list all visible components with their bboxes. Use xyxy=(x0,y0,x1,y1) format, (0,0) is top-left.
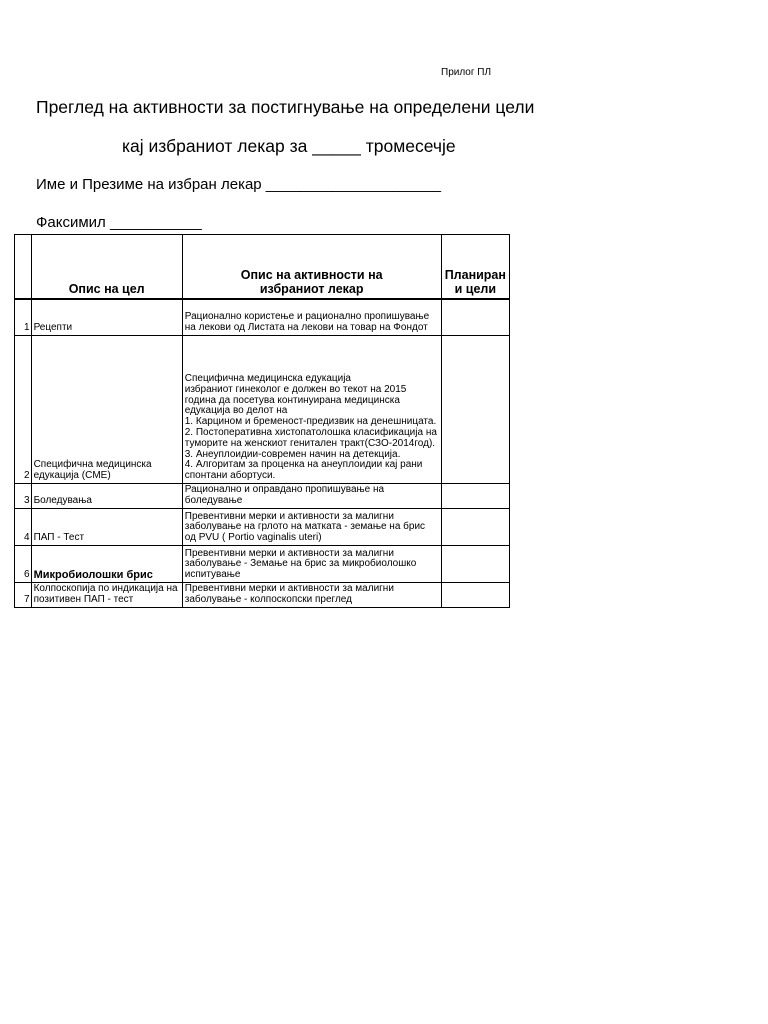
row-number: 2 xyxy=(15,336,32,484)
row-goal: Боледувања xyxy=(31,484,182,509)
row-planned-cell[interactable] xyxy=(441,484,509,509)
row-goal: Специфична медицинска едукација (CME) xyxy=(31,336,182,484)
table-row xyxy=(15,509,510,546)
row-activity: Рационално користење и рационално пропишување на лекови од Листата на лекови на товар на Фондот xyxy=(182,299,441,336)
table-row xyxy=(15,546,510,583)
row-planned-cell[interactable] xyxy=(441,299,509,336)
row-activity: Превентивни мерки и активности за малигни заболување - Земање на брис за микробиолошко испитување xyxy=(182,546,441,583)
annex-label: Прилог ПЛ xyxy=(441,67,492,78)
page-subtitle: кај избраниот лекар за _____ тромесечје xyxy=(122,136,456,156)
row-goal: Рецепти xyxy=(31,299,182,336)
table-row xyxy=(15,336,510,484)
row-number: 7 xyxy=(15,583,32,608)
row-planned-cell[interactable] xyxy=(441,583,509,608)
column-header-number xyxy=(15,235,32,299)
column-header-goal: Опис на цел xyxy=(31,235,182,299)
row-planned-cell[interactable] xyxy=(441,509,509,546)
page-title: Преглед на активности за постигнување на определени цели xyxy=(36,97,535,117)
row-goal: ПАП - Тест xyxy=(31,509,182,546)
row-planned-cell[interactable] xyxy=(441,546,509,583)
row-number: 1 xyxy=(15,299,32,336)
row-activity: Специфична медицинска едукација избраниот гинеколог е должен во текот на 2015 година да посетува континуирана медицинска едукација во делот на 1. Карцином и бременост-предизвик на денешницата. 2. Постоперативна хистопатолошка класификација на туморите на женскиот генитален тракт(СЗО-2014год). 3. Анеуплоидии-современ начин на детекција. 4. Алгоритам за проценка на анеуплоидии кај рани спонтани абортуси. xyxy=(182,336,441,484)
table-row xyxy=(15,583,510,608)
row-number: 6 xyxy=(15,546,32,583)
row-number: 4 xyxy=(15,509,32,546)
goals-table xyxy=(14,234,510,608)
row-activity: Рационално и оправдано пропишување на боледување xyxy=(182,484,441,509)
row-activity: Превентивни мерки и активности за малигни заболување - колпоскопски преглед xyxy=(182,583,441,608)
column-header-planned: Планиран и цели xyxy=(441,235,509,299)
row-activity: Превентивни мерки и активности за малигни заболување на грлото на матката - земање на брис од PVU ( Portio vaginalis uteri) xyxy=(182,509,441,546)
table-row xyxy=(15,299,510,336)
row-goal: Микробиолошки брис xyxy=(31,546,182,583)
table-header-row xyxy=(15,235,510,299)
facsimile-field: Факсимил ___________ xyxy=(36,214,202,231)
doctor-name-field: Име и Презиме на избран лекар _____________________ xyxy=(36,176,441,193)
column-header-activity: Опис на активности на избраниот лекар xyxy=(182,235,441,299)
row-number: 3 xyxy=(15,484,32,509)
row-goal: Колпоскопија по индикација на позитивен ПАП - тест xyxy=(31,583,182,608)
row-planned-cell[interactable] xyxy=(441,336,509,484)
table-row xyxy=(15,484,510,509)
